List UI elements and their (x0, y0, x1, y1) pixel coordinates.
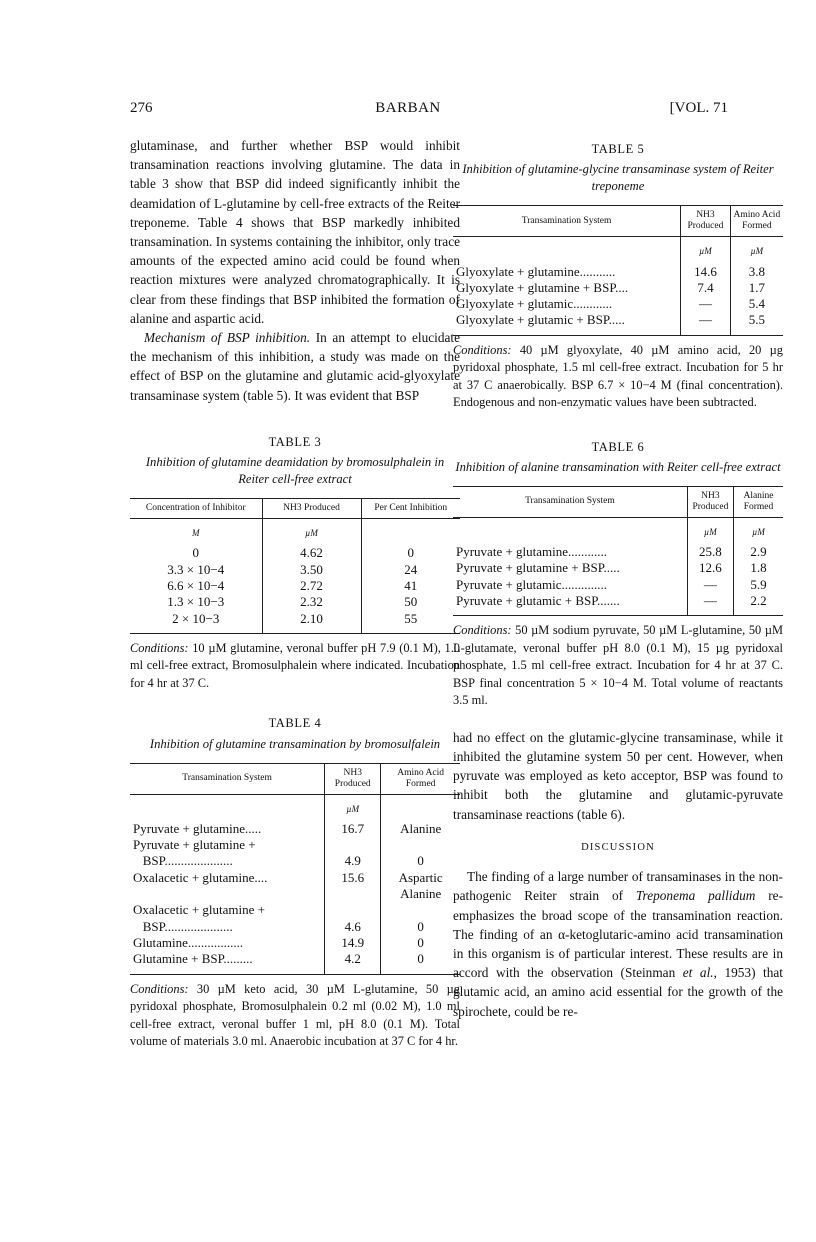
table-cell: Pyruvate + glutamine + (130, 837, 325, 853)
table5-unit: µM (750, 246, 764, 257)
table-cell: 2.2 (750, 593, 767, 609)
table5-header-row (453, 206, 783, 237)
right-column (453, 140, 783, 1021)
table3-caption: Inhibition of glutamine deamidation by bromosulphalein in Reiter cell-free extract (145, 455, 445, 487)
table-cell: 4.62 (262, 545, 361, 561)
table5-unit (453, 237, 681, 264)
table6-unit (453, 517, 687, 544)
note-label: Conditions: (453, 342, 512, 357)
table-row (453, 577, 783, 593)
table4-unit (381, 794, 460, 821)
table-row (130, 935, 460, 951)
mechanism-heading: Mechanism of BSP inhibition. (144, 330, 311, 346)
table-row (453, 280, 783, 296)
species-name: Treponema pallidum (635, 888, 756, 904)
table5-header: NH3 Produced (681, 206, 731, 237)
table6-header: Alanine Formed (743, 490, 774, 512)
table-cell: 1.8 (750, 560, 767, 576)
table-cell: Glutamine + BSP......... (130, 951, 325, 974)
table6-unit: µM (752, 526, 765, 537)
mechanism-paragraph (130, 328, 460, 405)
continuation-paragraph: had no effect on the glutamic-glycine transaminase, while it inhibited the glutamine system 50 per cent. However, when pyruvate was employed as keto acceptor, BSP was found to inhibit both the glutamine and glutamic-pyruvate transaminase reactions (table 6). (453, 729, 783, 822)
table3-header: Concentration of Inhibitor (130, 499, 262, 519)
table-cell: 0 (407, 545, 414, 561)
table-cell: 2.72 (262, 578, 361, 594)
table4-note (130, 981, 460, 1051)
table4-header: Transamination System (130, 763, 325, 794)
table-row (130, 870, 460, 886)
discussion-paragraph (453, 867, 783, 1021)
table-cell: 16.7 (325, 821, 381, 837)
table-cell: 4.6 (325, 919, 381, 935)
table-cell: Alanine (400, 886, 442, 902)
table-row (453, 264, 783, 280)
table-cell: BSP..................... (130, 919, 325, 935)
table6-header: NH3 Produced (687, 486, 733, 517)
table-cell: 41 (404, 577, 418, 593)
table-cell: 24 (404, 561, 418, 577)
table-row (130, 821, 460, 837)
table4-header-row (130, 763, 460, 794)
table-row (130, 853, 460, 869)
table-cell: — (681, 296, 731, 312)
left-column (130, 136, 460, 1051)
table-cell: 2.10 (262, 611, 361, 634)
page-number: 276 (130, 100, 153, 116)
table-row (130, 837, 460, 853)
table-cell: Aspartic (398, 869, 443, 885)
table-cell (325, 837, 381, 853)
table3-title: TABLE 3 (268, 434, 322, 449)
table-cell: 7.4 (681, 280, 731, 296)
table4-header: NH3 Produced (325, 763, 381, 794)
note-label: Conditions: (130, 981, 189, 996)
table-row (130, 545, 460, 561)
note-text: 40 µM glyoxylate, 40 µM amino acid, 20 µg pyridoxal phosphate, 1.5 ml cell-free extract. Incubation for 5 hr at 37 C anaerobically. BSP 6.7 × 10−4 M (final concentration). Endogenous and non-enzymatic values have been subtracted. (453, 342, 783, 410)
note-text: 50 µM sodium pyruvate, 50 µM L-glutamine, 50 µM L-glutamate, veronal buffer pH 8.0 (0.1 M), 15 µg pyridoxal phosphate, 1.5 ml cell-free extract. Incubation for 4 hr at 37 C. BSP final concentration 5 × 10−4 M. Total volume of reactants 3.5 ml. (453, 623, 783, 708)
discussion-text: re-emphasizes the broad scope of the transamination reaction. The finding of an α-ketoglutaric-amino acid transamination in this organism is of particular interest. These results are in accord with the observation (Steinman (453, 888, 783, 981)
table4 (130, 763, 460, 975)
table3-note (130, 640, 460, 693)
table-cell: 55 (404, 610, 418, 626)
et-al: et al. (682, 965, 714, 981)
table-cell: Alanine (400, 820, 442, 836)
note-label: Conditions: (453, 623, 512, 638)
table-row (453, 296, 783, 312)
table-cell: Glyoxylate + glutamine........... (453, 264, 681, 280)
table-cell: 0 (417, 951, 424, 967)
table-cell: 14.6 (681, 264, 731, 280)
table-cell: 14.9 (325, 935, 381, 951)
running-head-author: BARBAN (375, 100, 441, 116)
table5-header: Amino Acid Formed (733, 210, 781, 232)
table4-header: Amino Acid Formed (397, 767, 444, 789)
table3-unit (361, 519, 460, 546)
table-cell: 0 (417, 934, 424, 950)
intro-paragraph: glutaminase, and further whether BSP would inhibit transamination reactions involving glutamine. The data in table 3 show that BSP did indeed significantly inhibit the deamidation of L-glutamine by cell-free extracts of the Reiter treponeme. Table 4 shows that BSP markedly inhibited transamination. In systems containing the inhibitor, only trace amounts of the expected amino acid could be found when reaction mixtures were analyzed chromatographically. It is clear from these findings that BSP inhibited the formation of alanine and aspartic acid. (130, 138, 460, 326)
discussion-text: The finding of a large number of transaminases in the non-pathogenic Reiter strain of (453, 869, 783, 904)
table-cell: BSP..................... (130, 853, 325, 869)
table-cell: 6.6 × 10−4 (130, 578, 262, 594)
table-cell: 5.4 (748, 296, 765, 312)
table-cell: Pyruvate + glutamine............ (453, 544, 687, 560)
table-cell: 12.6 (687, 560, 733, 576)
table3-unit: µM (262, 519, 361, 546)
running-head-volume: [VOL. 71 (669, 100, 728, 116)
table-cell: — (681, 312, 731, 335)
table-cell: Oxalacetic + glutamine + (130, 902, 325, 918)
table-row (130, 951, 460, 974)
table-cell: Pyruvate + glutamic.............. (453, 577, 687, 593)
table6-unit: µM (687, 517, 733, 544)
table3-header: NH3 Produced (262, 499, 361, 519)
table-row (130, 578, 460, 594)
table-row (453, 593, 783, 616)
table4-unit (130, 794, 325, 821)
table-cell: 50 (404, 594, 418, 610)
table-cell: Pyruvate + glutamic + BSP....... (453, 593, 687, 616)
table6-title: TABLE 6 (591, 439, 645, 454)
table-cell (325, 902, 381, 918)
table-row (453, 544, 783, 560)
note-label: Conditions: (130, 640, 189, 655)
table3 (130, 498, 460, 634)
table6-header-row (453, 486, 783, 517)
discussion-text: , 1953) that glutamic acid, an amino acid essential for the growth of the spirochete, could be re- (453, 965, 783, 1019)
table5-unit-row (453, 237, 783, 264)
table-cell: 2 × 10−3 (130, 611, 262, 634)
table-cell: 1.3 × 10−3 (130, 594, 262, 610)
table4-unit-row (130, 794, 460, 821)
table5 (453, 205, 783, 335)
table-cell: — (687, 577, 733, 593)
table4-caption: Inhibition of glutamine transamination by bromosulfalein (149, 736, 441, 751)
table-cell: 2.32 (262, 594, 361, 610)
table-row (130, 919, 460, 935)
table-cell: 2.9 (750, 544, 767, 560)
table-row (453, 560, 783, 576)
table-cell (325, 886, 381, 902)
table-row (130, 562, 460, 578)
mechanism-text: In an attempt to elucidate the mechanism of this inhibition, a study was made on the effect of BSP on the glutamine and glutamic acid-glyoxylate transaminase system (table 5). It was evident that BSP (130, 330, 460, 403)
table-cell (130, 886, 325, 902)
table-cell: 5.9 (750, 576, 767, 592)
table-cell: Oxalacetic + glutamine.... (130, 870, 325, 886)
table-cell: Glutamine................. (130, 935, 325, 951)
table-cell: 0 (417, 918, 424, 934)
table-cell (381, 837, 460, 853)
table-cell: Glyoxylate + glutamic + BSP..... (453, 312, 681, 335)
table-cell: Pyruvate + glutamine..... (130, 821, 325, 837)
table-cell: Glyoxylate + glutamic............ (453, 296, 681, 312)
table-cell: 3.8 (748, 263, 765, 279)
note-text: 10 µM glutamine, veronal buffer pH 7.9 (0.1 M), 1.0 ml cell-free extract, Bromosulphalein where indicated. Incubation for 4 hr at 37 C. (130, 640, 460, 690)
table3-header-row (130, 499, 460, 519)
table-cell: 4.2 (325, 951, 381, 974)
table-cell: 5.5 (748, 312, 765, 328)
table-row (130, 886, 460, 902)
note-text: 30 µM keto acid, 30 µM L-glutamine, 50 µg pyridoxal phosphate, Bromosulphalein 0.2 ml (0.02 M), 1.0 ml cell-free extract, veronal buffer 1 ml, pH 8.0 (0.1 M). Total volume of materials 3.0 ml. Anaerobic incubation at 37 C for 4 hr. (130, 981, 460, 1048)
table5-header: Transamination System (453, 206, 681, 237)
table-cell: Pyruvate + glutamine + BSP..... (453, 560, 687, 576)
table3-header: Per Cent Inhibition (374, 503, 448, 514)
table-cell: 1.7 (748, 279, 765, 295)
discussion-heading: DISCUSSION (581, 841, 655, 853)
table4-unit: µM (325, 794, 381, 821)
table6-caption: Inhibition of alanine transamination with Reiter cell-free extract (455, 459, 781, 474)
table-row (130, 902, 460, 918)
table-cell: 4.9 (325, 853, 381, 869)
table-cell: 15.6 (325, 870, 381, 886)
table6 (453, 486, 783, 616)
table-cell: 0 (417, 853, 424, 869)
table-cell: — (687, 593, 733, 616)
table-cell: Glyoxylate + glutamine + BSP.... (453, 280, 681, 296)
table5-caption: Inhibition of glutamine-glycine transaminase system of Reiter treponeme (462, 162, 774, 194)
table-cell (381, 902, 460, 918)
table-row (453, 312, 783, 335)
table6-header: Transamination System (453, 486, 687, 517)
table5-note (453, 342, 783, 412)
table6-note (453, 622, 783, 710)
table6-unit-row (453, 517, 783, 544)
table3-unit-row (130, 519, 460, 546)
table-row (130, 611, 460, 634)
table-cell: 3.50 (262, 562, 361, 578)
table-cell: 0 (130, 545, 262, 561)
table5-title: TABLE 5 (591, 142, 645, 156)
table-cell: 25.8 (687, 544, 733, 560)
table-row (130, 594, 460, 610)
table3-unit: M (130, 519, 262, 546)
table4-title: TABLE 4 (268, 716, 322, 731)
table5-unit: µM (681, 237, 731, 264)
table-cell: 3.3 × 10−4 (130, 562, 262, 578)
